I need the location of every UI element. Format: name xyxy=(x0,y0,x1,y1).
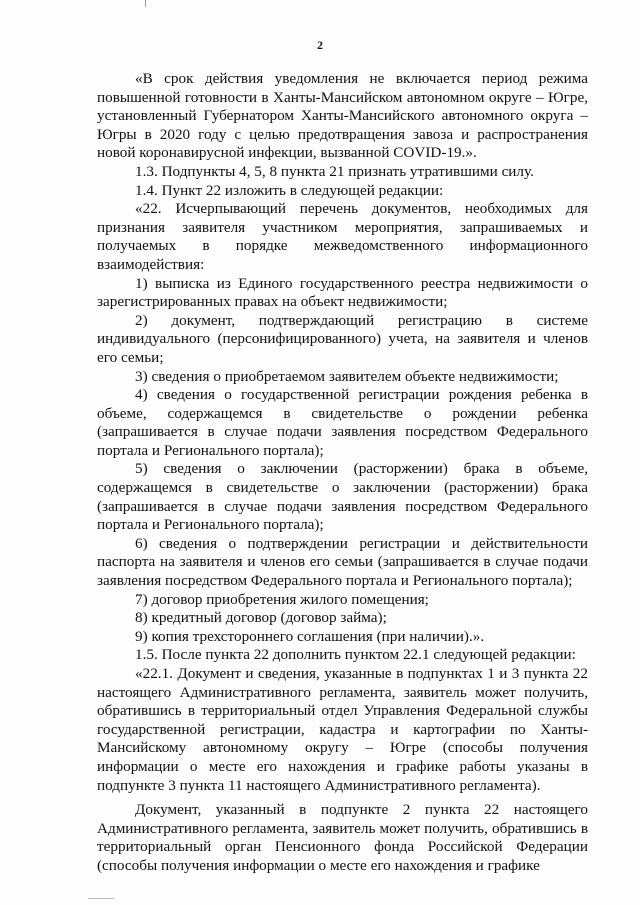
paragraph-quote-notice-period: «В срок действия уведомления не включается период режима повышенной готовности в Ханты-Мансийском автономном округе – Югре, установленный Губернатором Ханты-Мансийского автономного округа – Югры в 2020 году с целью предотвращения завоза и распространения новой коронавирусной инфекции, вызванной COVID-19.». xyxy=(97,70,588,162)
scan-artifact-bottom xyxy=(88,898,114,899)
list-item-8: 8) кредитный договор (договор займа); xyxy=(135,609,387,627)
paragraph-item-22-1: «22.1. Документ и сведения, указанные в подпунктах 1 и 3 пункта 22 настоящего Административного регламента, заявитель может получить, обратившись в территориальный отдел Управления Федеральной службы государственной регистрации, кадастра и картографии по Ханты-Мансийскому автономному округу – Югре (способы получения информации о месте его нахождения и графике работы указаны в подпункте 3 пункта 11 настоящего Административного регламента). xyxy=(97,665,588,794)
list-item-2: 2) документ, подтверждающий регистрацию в системе индивидуального (персонифицированного) учета, на заявителя и членов его семьи; xyxy=(97,311,588,366)
paragraph-1-5: 1.5. После пункта 22 дополнить пунктом 22.1 следующей редакции: xyxy=(135,646,576,664)
document-body xyxy=(97,70,588,876)
list-item-1: 1) выписка из Единого государственного реестра недвижимости о зарегистрированных правах на объект недвижимости; xyxy=(97,274,588,311)
page-number: 2 xyxy=(317,38,323,52)
list-item-7: 7) договор приобретения жилого помещения; xyxy=(135,590,429,608)
list-item-9: 9) копия трехстороннего соглашения (при наличии).». xyxy=(135,627,485,645)
paragraph-document-subpoint-2: Документ, указанный в подпункте 2 пункта 22 настоящего Административного регламента, заявитель может получить, обратившись в территориальный орган Пенсионного фонда Российской Федерации (способы получения информации о месте его нахождения и графике xyxy=(97,801,588,874)
list-item-3: 3) сведения о приобретаемом заявителем объекте недвижимости; xyxy=(135,367,559,385)
paragraph-1-4: 1.4. Пункт 22 изложить в следующей редакции: xyxy=(135,181,444,199)
list-item-5: 5) сведения о заключении (расторжении) брака в объеме, содержащемся в свидетельстве о заключении (расторжении) брака (запрашивается в случае подачи заявления посредством Федерального портала и Регионального портала); xyxy=(97,460,588,534)
list-item-6: 6) сведения о подтверждении регистрации и действительности паспорта на заявителя и членов его семьи (запрашивается в случае подачи заявления посредством Федерального портала и Регионального портала); xyxy=(97,534,588,590)
scan-artifact-top xyxy=(145,0,146,7)
list-item-4: 4) сведения о государственной регистрации рождения ребенка в объеме, содержащемся в свидетельстве о рождении ребенка (запрашивается в случае подачи заявления посредством Федерального портала и Регионального портала); xyxy=(97,386,588,459)
paragraph-1-3: 1.3. Подпункты 4, 5, 8 пункта 21 признать утратившими силу. xyxy=(135,162,534,180)
paragraph-item-22: «22. Исчерпывающий перечень документов, необходимых для признания заявителя участником мероприятия, запрашиваемых и получаемых в порядке межведомственного информационного взаимодействия: xyxy=(97,200,588,273)
